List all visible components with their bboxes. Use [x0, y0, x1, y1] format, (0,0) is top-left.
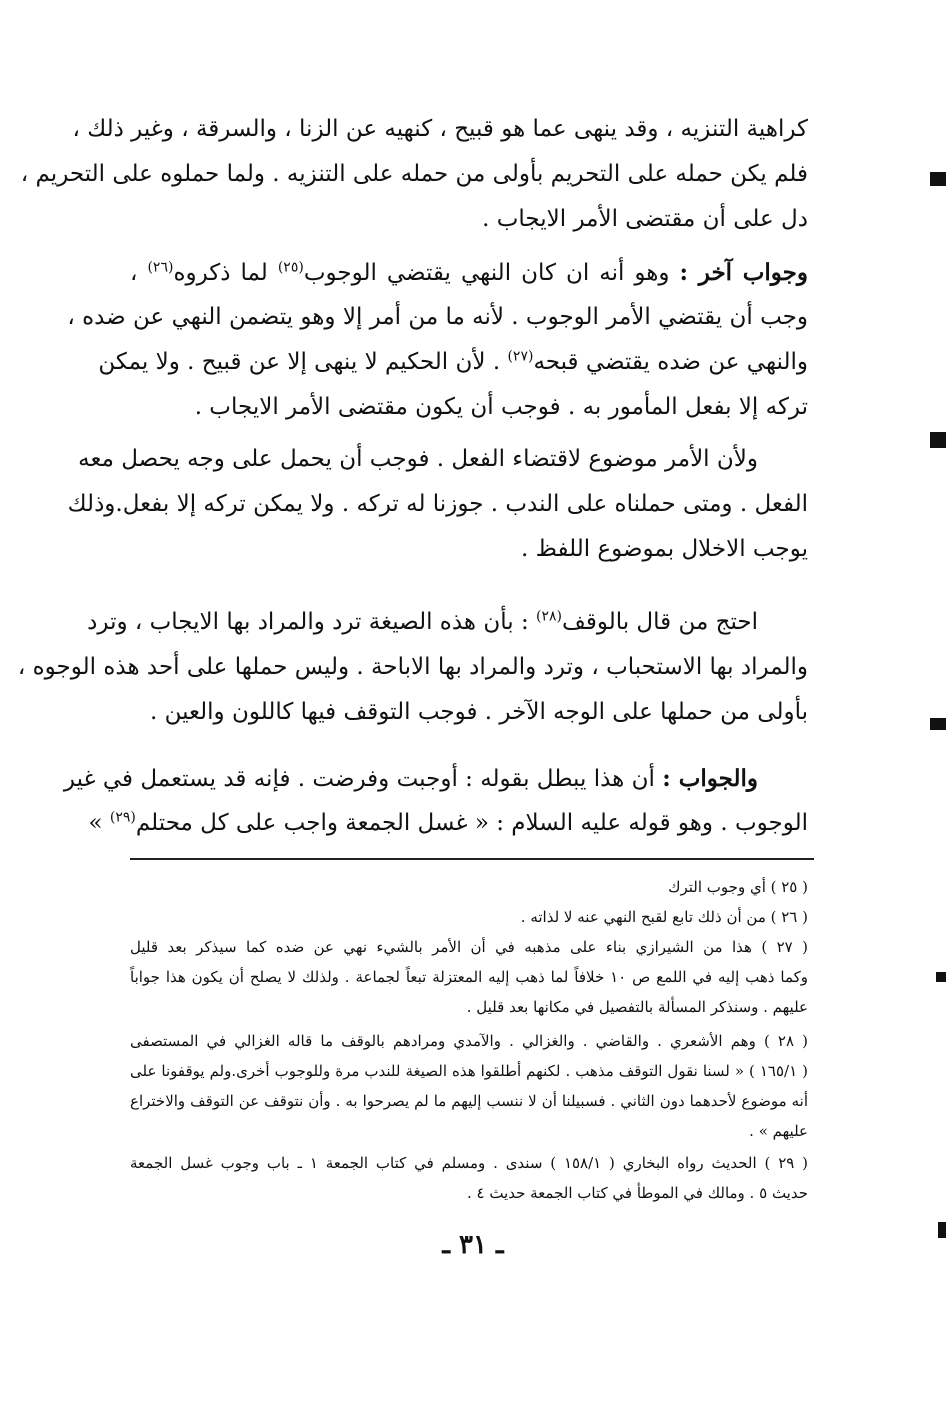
footnote-28: ( ١٦٥/١ ) « لسنا نقول التوقف مذهب . لكنهم أطلقوا هذه الصيغة للندب مرة وللوجوب أخرى.ولم يوقفونا على: [130, 1062, 808, 1080]
scan-mark: [936, 972, 946, 982]
page-number: ـ ٣١ ـ: [442, 1230, 504, 1260]
text-line: ولأن الأمر موضوع لاقتضاء الفعل . فوجب أن يحمل على وجه يحصل معه: [78, 446, 758, 472]
text-line: فلم يكن حمله على التحريم بأولى من حمله على التنزيه . ولما حملوه على التحريم ،: [20, 161, 808, 187]
text-line: الفعل . ومتى حملناه على الندب . جوزنا له تركه . ولا يمكن تركه إلا بفعل.وذلك: [67, 491, 808, 517]
footnote-28: عليهم » .: [749, 1122, 808, 1140]
scan-mark: [930, 718, 946, 730]
footnote-26: ( ٢٦ ) من أن ذلك تابع لقبح النهي عنه لا لذاته .: [520, 908, 808, 926]
paragraph-lead: وجواب آخر :: [679, 259, 809, 286]
footnote-25: ( ٢٥ ) أي وجوب الترك: [668, 878, 808, 896]
footnote-separator: [130, 858, 814, 860]
paragraph-3: [67, 437, 808, 572]
text-line: وجب أن يقتضي الأمر الوجوب . لأنه ما من أمر إلا وهو يتضمن النهي عن ضده ،: [67, 304, 808, 330]
footnote-ref: (٢٩): [109, 809, 136, 826]
footnote-28: أنه موضوع لأحدهما دون الثاني . فسبيلنا أن لا ننسب إليهم ما لم يصرحوا به . وأن نتوقف عن التوقف والاختراع: [130, 1092, 808, 1110]
text-line: تركه إلا بفعل المأمور به . فوجب أن يكون مقتضى الأمر الايجاب .: [194, 394, 808, 420]
text-line: يوجب الاخلال بموضوع اللفظ .: [521, 536, 808, 562]
footnote-29: ( ٢٩ ) الحديث رواه البخاري ( ١٥٨/١ ) سندى . ومسلم في كتاب الجمعة ١ ـ باب وجوب غسل الجمعة: [130, 1154, 809, 1172]
footnote-27: وكما ذهب إليه في اللمع ص ١٠ خلافاً لما ذهب إليه المعتزلة تبعاً لجماعة . ولذلك لا يصلح أن يكون هذا جواباً: [130, 968, 808, 986]
footnotes: [130, 872, 808, 1208]
text-line: وجواب آخر : وهو أنه ان كان النهي يقتضي الوجوب$^{(٢٥)}$ لما ذكروه$^{(٢٦)}$ ،: [130, 259, 809, 286]
footnote-ref: (٢٦): [147, 259, 174, 276]
text-line: والمراد بها الاستحباب ، وترد والمراد بها الاباحة . وليس حملها على أحد هذه الوجوه ،: [17, 654, 808, 680]
footnote-ref: (٢٨): [536, 608, 563, 625]
text-line: كراهية التنزيه ، وقد ينهى عما هو قبيح ، كنهيه عن الزنا ، والسرقة ، وغير ذلك ،: [72, 116, 808, 142]
paragraph-4: [17, 600, 808, 735]
footnote-ref: (٢٧): [507, 348, 534, 365]
scan-mark: [930, 172, 946, 186]
text-line: والنهي عن ضده يقتضي قبحه$^{(٢٧)}$ . لأن الحكيم لا ينهى إلا عن قبيح . ولا يمكن: [98, 348, 808, 375]
paragraph-1: [20, 107, 808, 242]
text-line: بأولى من حملها على الوجه الآخر . فوجب التوقف فيها كاللون والعين .: [149, 699, 808, 725]
footnote-27: عليهم . وسنذكر المسألة بالتفصيل في مكانها بعد قليل .: [466, 998, 808, 1016]
paragraph-5: [63, 756, 808, 846]
text-line: الوجوب . وهو قوله عليه السلام : « غسل الجمعة واجب على كل محتلم$^{(٢٩)}$ »: [88, 809, 808, 836]
footnote-27: ( ٢٧ ) هذا من الشيرازي بناء على مذهبه في أن الأمر بالشيء نهي عن ضده كما سيذكر بعد قليل: [130, 938, 809, 956]
text-line: دل على أن مقتضى الأمر الايجاب .: [482, 206, 808, 232]
paragraph-lead: والجواب :: [662, 765, 758, 792]
footnote-29: حديث ٥ . ومالك في الموطأ في كتاب الجمعة حديث ٤ .: [466, 1184, 808, 1202]
footnote-ref: (٢٥): [277, 259, 304, 276]
text-line: احتج من قال بالوقف$^{(٢٨)}$ : بأن هذه الصيغة ترد والمراد بها الايجاب ، وترد: [87, 608, 758, 635]
paragraph-2: [67, 250, 809, 430]
footnote-28: ( ٢٨ ) وهم الأشعري . والقاضي . والغزالي . والآمدي ومرادهم بالوقف ما قاله الغزالي في المستصفى: [130, 1032, 808, 1050]
text-line: والجواب : أن هذا يبطل بقوله : أوجبت وفرضت . فإنه قد يستعمل في غير: [63, 765, 758, 792]
scan-mark: [930, 432, 946, 448]
scan-mark: [938, 1222, 946, 1238]
